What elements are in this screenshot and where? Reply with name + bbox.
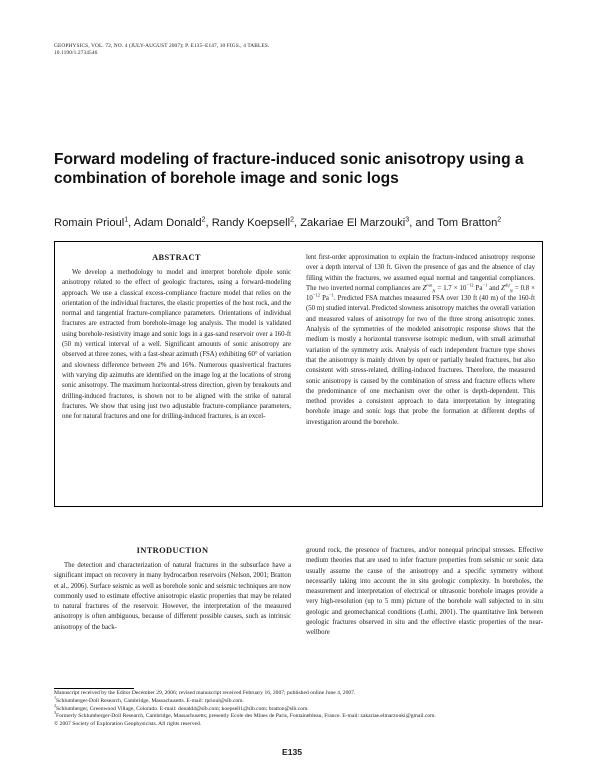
abstract-heading: ABSTRACT xyxy=(152,253,201,262)
copyright-notice: © 2007 Society of Exploration Geophysicists. All rights reserved. xyxy=(54,721,202,728)
abstract-paragraph: We develop a methodology to model and interpret borehole dipole sonic anisotropy related to the effect of geologic fractures, using a forward-modeling approach. We use a classical excess-compliance fracture model that relies on the orientation of the individual fractures, the elastic properties of the host rock, and the normal and tangential fracture-compliance parameters. Orientations of individual fractures are extracted from borehole-image log analysis. The model is validated using borehole-resistivity image and sonic logs in a gas-sand reservoir over a 160-ft (50 m) vertical interval of a well. Significant amounts of sonic anisotropy are observed at three zones, with a fast-shear azimuth (FSA) exhibiting 60° of variation and slowness difference between 2% and 16%. Numerous quasivertical fractures with varying dip azimuths are identified on the image log at the locations of strong sonic anisotropy. The maximum horizontal-stress direction, given by breakouts and drilling-induced fractures, is shown not to be aligned with the strike of natural fractures. We show that using just two adjustable fracture-compliance parameters, one for natural fractures and one for drilling-induced fractures, is an excel- xyxy=(62,269,291,421)
author-affiliation-mark: 1 xyxy=(124,216,129,224)
footnote-2: $^2$Schlumberger, Greenwood Village, Colorado. E-mail: donald4@slb.com; koepsell1@slb.com; bratton@slb.com. xyxy=(54,702,309,712)
abstract-text: . Predicted FSA matches measured FSA over 130 ft (40 m) of the 160-ft (50 m) studied interval. Predicted slowness anisotropy matches the overall variation and measured values of anisotropy for two of the three strong anisotropic zones. Analysis of the symmetries of the modeled anisotropic response shows that the medium is mostly a horizontal transverse isotropic medium, with small azimuthal variation of the symmetry axis. Analysis of each independent fracture type shows that the anisotropy is mainly driven by open or partially healed fractures, but also consistent with stress-related, drilling-induced fractures. Therefore, the measured sonic anisotropy is caused by the combination of stress and fracture effects where the predominance of one mechanism over the other is depth-dependent. This method provides a consistent approach to data interpretation by integrating borehole image and sonic logs that probe the formation at different depths of investigation around the borehole. xyxy=(306,295,535,426)
journal-doi: 10.1190/1.2734546 xyxy=(54,50,98,56)
page-number: E135 xyxy=(282,747,303,757)
journal-header xyxy=(54,43,384,57)
author-affiliation-mark: 2 xyxy=(497,216,502,224)
footnote-1: $^1$Schlumberger-Doll Research, Cambridge, Massachusetts. E-mail: rprioul@slb.com. xyxy=(54,694,244,704)
author-separator: , xyxy=(128,217,134,229)
author-separator: , xyxy=(293,217,301,229)
abstract-right-column: lent first-order approximation to explain the fracture-induced anisotropy response over a depth interval of 130 ft. Given the presence of gas and the absence of clay filling within the fractures, we assumed equal normal and tangential compliances. The two inverted normal compliances are $Z^{nat}_N = 1.7 \times 10^{-12}$ $Pa^{-1}$ and $Z^{dif}_N = 0.8 \times 10^{-12}$ $Pa^{-1}$. Predicted FSA matches measured FSA over 130 ft (40 m) of the 160-ft (50 m) studied interval. Predicted slowness anisotropy matches the overall variation and measured values of anisotropy for two of the three strong anisotropic zones. Analysis of the symmetries of the modeled anisotropic response shows that the medium is mostly a horizontal transverse isotropic medium, with small azimuthal variation of the symmetry axis. Analysis of each independent fracture type shows that the anisotropy is mainly driven by open or partially healed fractures, but also consistent with stress-related, drilling-induced fractures. Therefore, the measured sonic anisotropy is caused by the combination of stress and fracture effects where the predominance of one mechanism over the other is depth-dependent. This method provides a consistent approach to data interpretation by integrating borehole image and sonic logs that probe the formation at different depths of investigation around the borehole. xyxy=(306,254,536,426)
manuscript-received: Manuscript received by the Editor December 29, 2006; revised manuscript received February 16, 2007; published online June 4, 2007. xyxy=(54,690,356,696)
journal-citation: GEOPHYSICS, VOL. 72, NO. 4 (JULY-AUGUST 2007); P. E135–E147, 10 FIGS., 4 TABLES. xyxy=(54,43,270,49)
abstract-left-column xyxy=(62,268,291,422)
author-name: Adam Donald xyxy=(133,217,202,229)
abstract-text: lent first-order approximation to explain the fracture-induced anisotropy response over a depth interval of 130 ft. Given the presence of gas and the absence of clay filling within the fractures, we assumed equal normal and tangential compliances. The two inverted normal compliances are xyxy=(306,254,535,292)
author-separator: , and xyxy=(409,217,437,229)
introduction-paragraph: ground rock, the presence of fractures, and/or nonequal principal stresses. Effective medium theories that are used to infer fracture properties from seismic or sonic data usually assume the cause of the anisotropy and a specific symmetry without necessarily taking into account the in situ geologic complexity. In boreholes, the measurement and interpretation of electrical or ultrasonic borehole images provide a very high-resolution (up to 5 mm) picture of the borehole wall subjected to in situ geologic and geomechanical conditions (Luthi, 2001). The quantitative link between geologic fractures observed in situ and the effective elastic properties of the near-wellbore xyxy=(306,547,543,637)
author-affiliation-mark: 3 xyxy=(405,216,410,224)
author-name: Zakariae El Marzouki xyxy=(300,217,406,229)
paper-title: Forward modeling of fracture-induced sonic anisotropy using a combination of borehole image and sonic logs xyxy=(54,151,524,187)
author-affiliation-mark: 2 xyxy=(201,216,206,224)
author-list xyxy=(54,217,574,229)
author-separator: , xyxy=(205,217,212,229)
formula-z-dif: $Z^{dif}_N$ xyxy=(501,282,513,294)
footnotes xyxy=(54,690,544,729)
author-affiliation-mark: 2 xyxy=(290,216,294,224)
introduction-paragraph: The detection and characterization of natural fractures in the subsurface have a significant impact on recovery in many hydrocarbon reservoirs (Nelson, 2001; Bratton et al., 2006). Surface seismic as well as borehole sonic and seismic techniques are now commonly used to estimate effective anisotropic elastic properties that may be related to natural fractures of the reservoir. However, the interpretation of the measured anisotropy is often ambiguous, because of different possible causes, such as intrinsic anisotropy of the back- xyxy=(54,562,291,631)
footnote-separator xyxy=(54,688,134,689)
formula-z-nat: $Z^{nat}_N$ xyxy=(422,282,436,294)
author-name: Romain Prioul xyxy=(54,217,125,229)
introduction-left-column xyxy=(54,561,291,633)
author-name: Tom Bratton xyxy=(436,217,498,229)
footnote-3: $^3$Formerly Schlumberger-Doll Research, Cambridge, Massachusetts; presently Ecole des Mines de Paris, Fontainebleau, France. E-mail: zakariae.elmarzouki@gmail.com. xyxy=(54,710,436,720)
introduction-heading: INTRODUCTION xyxy=(136,546,209,555)
introduction-right-column xyxy=(306,546,543,639)
author-name: Randy Koepsell xyxy=(211,217,291,229)
